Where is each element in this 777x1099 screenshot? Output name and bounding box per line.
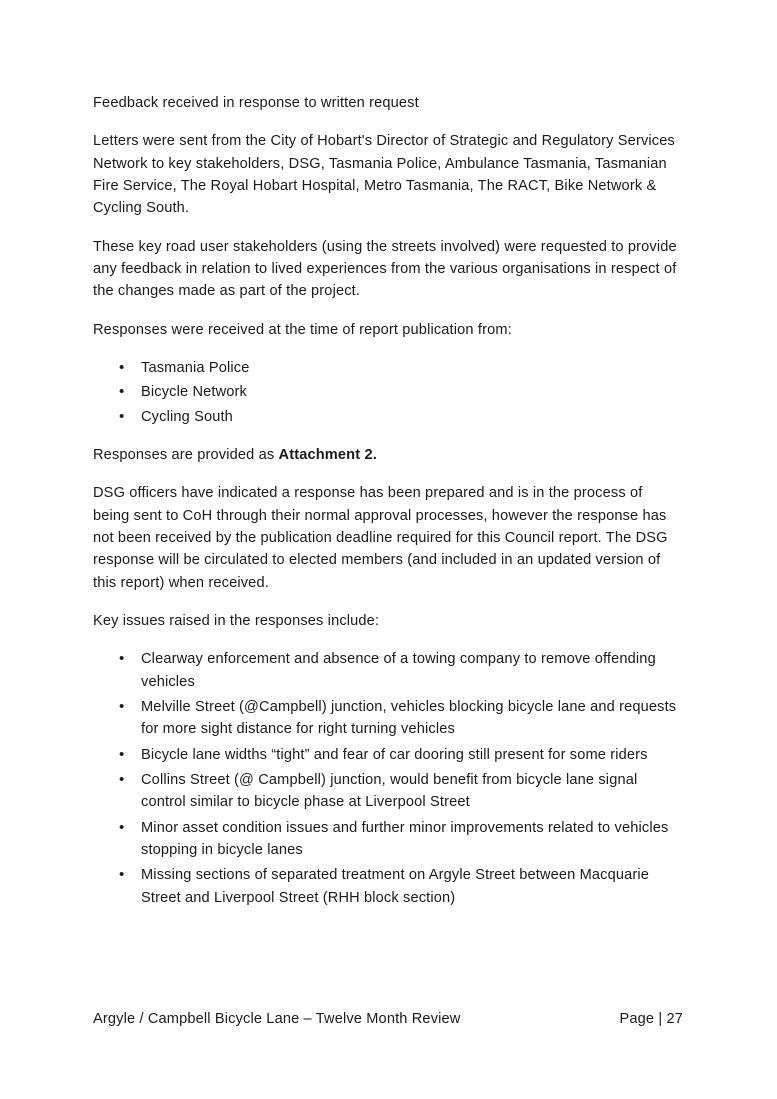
paragraph-stakeholder-feedback: These key road user stakeholders (using the streets involved) were requested to provide any feedback in relation to lived experiences from the various organisations in respect of the changes made as part of the project. — [93, 238, 677, 300]
footer-document-title: Argyle / Campbell Bicycle Lane – Twelve Month Review — [93, 1011, 461, 1027]
paragraph-letters-sent: Letters were sent from the City of Hobart's Director of Strategic and Regulatory Services Network to key stakeholders, DSG, Tasmania Police, Ambulance Tasmania, Tasmanian Fire Service, The Royal Hobart Hospital, Metro Tasmania, The RACT, Bike Network & Cycling South. — [93, 133, 675, 217]
list-item: • Clearway enforcement and absence of a towing company to remove offending vehicles — [141, 648, 683, 693]
paragraph-responses-intro: Responses were received at the time of report publication from: — [93, 321, 512, 338]
footer-page-number: Page | 27 — [619, 1011, 683, 1027]
paragraph-dsg-response: DSG officers have indicated a response has been prepared and is in the process of being sent to CoH through their normal approval processes, however the response has not been received by the publication deadline required for this Council report. The DSG response will be circulated to elected members (and included in an updated version of this report) when received. — [93, 485, 668, 591]
list-item: • Cycling South — [141, 406, 683, 428]
list-item: • Bicycle lane widths “tight” and fear of car dooring still present for some riders — [141, 744, 683, 766]
attachment-label: Attachment 2. — [278, 446, 377, 463]
list-item: • Bicycle Network — [141, 381, 683, 403]
paragraph-attachment-reference — [93, 444, 683, 466]
list-item: • Minor asset condition issues and further minor improvements related to vehicles stopping in bicycle lanes — [141, 817, 683, 862]
list-item: • Missing sections of separated treatment on Argyle Street between Macquarie Street and Liverpool Street (RHH block section) — [141, 864, 683, 909]
document-body — [93, 92, 683, 925]
list-item: • Tasmania Police — [141, 357, 683, 379]
section-heading: Feedback received in response to written request — [93, 95, 419, 111]
respondents-list — [93, 357, 683, 428]
paragraph-key-issues-intro: Key issues raised in the responses include: — [93, 612, 380, 629]
key-issues-list — [93, 648, 683, 909]
attachment-prefix-text: Responses are provided as — [93, 446, 279, 463]
page-footer — [93, 1011, 683, 1027]
list-item: • Melville Street (@Campbell) junction, vehicles blocking bicycle lane and requests for more sight distance for right turning vehicles — [141, 696, 683, 741]
list-item: • Collins Street (@ Campbell) junction, would benefit from bicycle lane signal control similar to bicycle phase at Liverpool Street — [141, 769, 683, 814]
